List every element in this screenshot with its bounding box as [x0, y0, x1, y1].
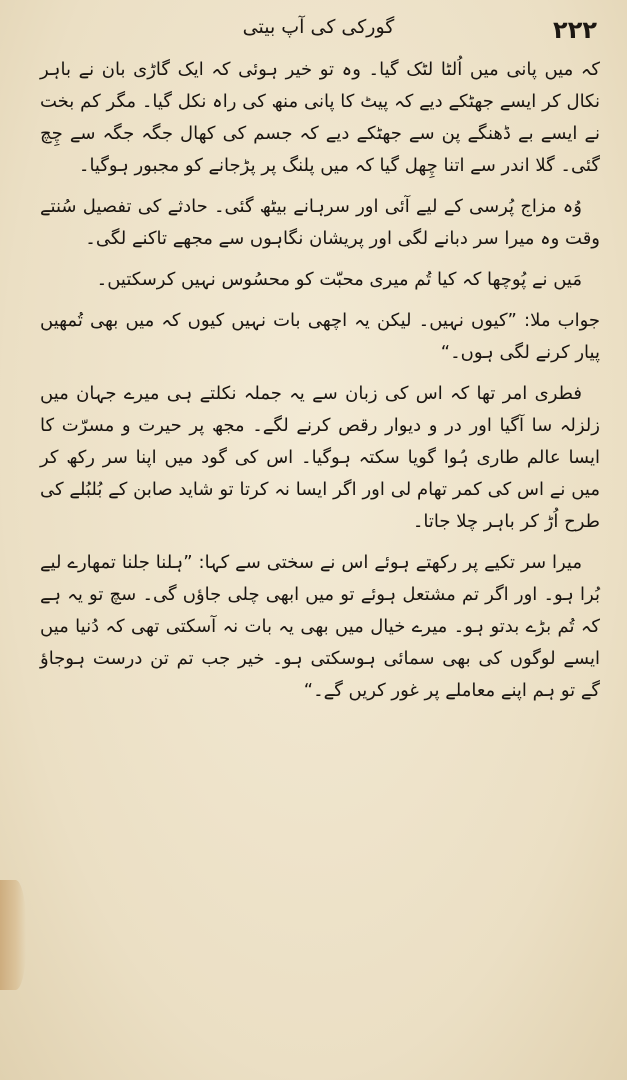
page-header [40, 14, 597, 48]
paragraph: جواب ملا: ”کیوں نہیں۔ لیکن یہ اچھی بات نہیں کیوں کہ میں بھی تُمھیں پیار کرنے لگی ہوں۔“ [40, 310, 600, 363]
paragraph: میرا سر تکیے پر رکھتے ہوئے اس نے سختی سے کہا: ”ہلنا جلنا تمھارے لیے بُرا ہو۔ اور اگر تم مشتعل ہوئے تو میں ابھی چلی جاؤں گی۔ سچ تو یہ ہے کہ تُم بڑے بدتو ہو۔ میرے خیال میں بھی یہ بات نہ آسکتی تھی کہ دُنیا میں ایسے لوگوں کی بھی سمائی ہوسکتی ہو۔ خیر جب تم تن درست ہوجاؤ گے تو ہم اپنے معاملے پر غور کریں گے۔“ [40, 552, 600, 701]
paragraph: وُہ مزاج پُرسی کے لیے آئی اور سرہانے بیٹھ گئی۔ حادثے کی تفصیل سُنتے وقت وہ میرا سر دبانے لگی اور پریشان نگاہوں سے مجھے تاکنے لگی۔ [40, 196, 600, 249]
page-body [40, 54, 600, 707]
page-number: ۲۲۲ [553, 16, 597, 44]
running-title: گورکی کی آپ بیتی [242, 16, 395, 38]
paragraph: مَیں نے پُوچھا کہ کیا تُم میری محبّت کو محسُوس نہیں کرسکتیں۔ [96, 269, 582, 290]
paper-stain [0, 880, 26, 990]
paragraph: فطری امر تھا کہ اس کی زبان سے یہ جملہ نکلتے ہی میرے جہان میں زلزلہ سا آگیا اور در و دیوار رقص کرنے لگے۔ مجھ پر حیرت و مسرّت کا ایسا عالم طاری ہُوا گویا سکتہ ہوگیا۔ اس کی گود میں اپنا سر رکھ کر میں نے اس کی کمر تھام لی اور اگر ایسا نہ کرتا تو شاید صابن کے بُلبُلے کی طرح اُڑ کر باہر چلا جاتا۔ [40, 383, 600, 532]
paragraph: کہ میں پانی میں اُلٹا لٹک گیا۔ وہ تو خیر ہوئی کہ ایک گاڑی بان نے باہر نکال کر ایسے جھٹکے دیے کہ پیٹ کا پانی منھ کی راہ نکل گیا۔ مگر کم بخت نے ایسے بے ڈھنگے پن سے جھٹکے دیے کہ جسم کی کھال جگہ جگہ سے چِچ گئی۔ گلا اندر سے اتنا چِھل گیا کہ میں پلنگ پر پڑجانے کو مجبور ہوگیا۔ [40, 59, 600, 176]
